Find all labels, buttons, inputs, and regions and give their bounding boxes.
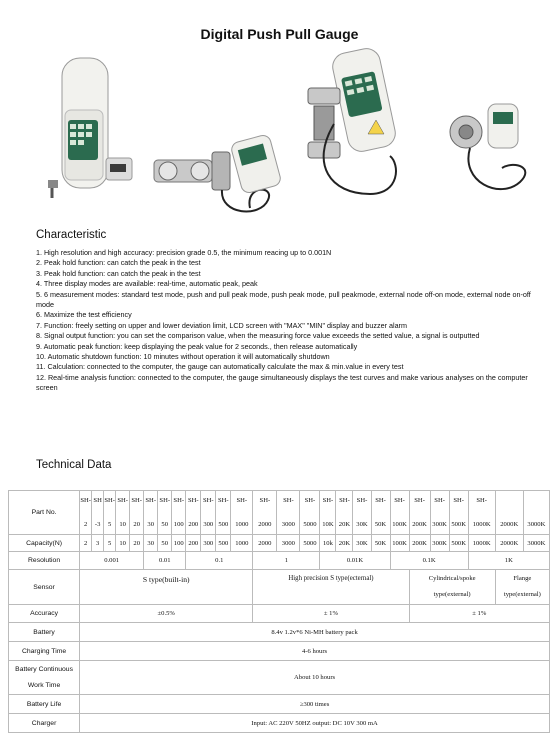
capacity-cell: 2000: [253, 535, 277, 552]
capacity-cell: 200: [186, 535, 201, 552]
part-no-cell: SH- 3000: [277, 491, 300, 535]
list-item: 5. 6 measurement modes: standard test mode, push and pull peak mode, push peak mode, pull peakmode, external node off-on mode, external node on-off mode: [36, 289, 531, 310]
charging-time-label: Charging Time: [9, 642, 80, 661]
list-item: 3. Peak hold function: can catch the peak in the test: [36, 268, 201, 278]
accuracy-cell: ±0.5%: [80, 605, 253, 623]
list-item: 6. Maximize the test efficiency: [36, 310, 132, 320]
capacity-cell: 1000K: [468, 535, 495, 552]
resolution-cell: 0.01K: [320, 552, 390, 570]
list-item: 4. Three display modes are available: real-time, automatic peak, peak: [36, 279, 258, 289]
list-item: 2. Peak hold function: can catch the peak in the test: [36, 258, 201, 268]
list-item: 7. Function: freely setting on upper and lower deviation limit, LCD screen with "MAX" "MIN" display and buzzer alarm: [36, 320, 407, 330]
capacity-label: Capacity(N): [9, 535, 80, 552]
part-no-cell: SH- 50: [158, 491, 172, 535]
list-item: 10. Automatic shutdown function: 10 minutes without operation it will automatically shutdown: [36, 352, 330, 362]
capacity-cell: 5000: [300, 535, 320, 552]
charger-value: Input: AC 220V 50HZ output: DC 10V 300 mA: [80, 714, 550, 733]
table-row: [9, 552, 550, 570]
capacity-cell: 300K: [430, 535, 449, 552]
part-no-cell: 2000K: [495, 491, 523, 535]
sensor-label: Sensor: [9, 570, 80, 605]
part-no-cell: SH- 20: [130, 491, 144, 535]
part-no-cell: SH- 200K: [409, 491, 430, 535]
part-no-cell: SH- 2: [80, 491, 92, 535]
battery-life-label: Battery Life: [9, 695, 80, 714]
part-no-cell: SH- 10K: [320, 491, 336, 535]
part-no-cell: SH- 500K: [449, 491, 468, 535]
part-no-cell: SH- 2000: [253, 491, 277, 535]
accuracy-cell: ± 1%: [409, 605, 549, 623]
table-row: [9, 605, 550, 623]
gauge-photo-flange: [440, 102, 530, 202]
list-item: 9. Automatic peak function: keep displaying the peak value for 2 seconds., then release automatically: [36, 341, 358, 351]
capacity-cell: 200K: [409, 535, 430, 552]
capacity-cell: 3000: [277, 535, 300, 552]
capacity-cell: 5: [104, 535, 116, 552]
table-row: [9, 535, 550, 552]
capacity-cell: 500K: [449, 535, 468, 552]
list-item: 8. Signal output function: you can set the comparison value, when the measuring force value exceeds the setted value, a signal is outputted: [36, 331, 480, 341]
capacity-cell: 500: [216, 535, 231, 552]
table-row: [9, 491, 550, 535]
capacity-cell: 1000: [231, 535, 253, 552]
charging-time-value: 4-6 hours: [80, 642, 550, 661]
capacity-cell: 3: [92, 535, 104, 552]
capacity-cell: 20K: [336, 535, 353, 552]
table-row: [9, 642, 550, 661]
table-row: [9, 661, 550, 695]
table-row: [9, 714, 550, 733]
part-no-cell: SH- 1000K: [468, 491, 495, 535]
accuracy-label: Accuracy: [9, 605, 80, 623]
part-no-cell: SH- 300: [201, 491, 216, 535]
list-item: 1. High resolution and high accuracy: precision grade 0.5, the minimum reacing up to 0.001N: [36, 248, 332, 257]
part-no-cell: SH- 30: [144, 491, 158, 535]
part-no-cell: SH -3: [92, 491, 104, 535]
characteristic-list: [36, 248, 536, 394]
capacity-cell: 20: [130, 535, 144, 552]
capacity-cell: 100: [172, 535, 186, 552]
battery-life-value: ≥300 times: [80, 695, 550, 714]
charger-label: Charger: [9, 714, 80, 733]
capacity-cell: 30K: [353, 535, 371, 552]
gauge-photo-handheld: [40, 50, 140, 200]
capacity-cell: 2: [80, 535, 92, 552]
table-row: [9, 570, 550, 605]
capacity-cell: 30: [144, 535, 158, 552]
capacity-cell: 10: [116, 535, 130, 552]
part-no-cell: SH- 20K: [336, 491, 353, 535]
accuracy-cell: ± 1%: [253, 605, 409, 623]
sensor-cell: Flange type(external): [495, 570, 549, 605]
part-no-cell: 3000K: [523, 491, 549, 535]
table-row: [9, 695, 550, 714]
part-no-cell: SH- 500: [216, 491, 231, 535]
resolution-cell: 0.01: [144, 552, 186, 570]
gauge-photo-cylindrical: [150, 130, 290, 220]
page-title: Digital Push Pull Gauge: [200, 26, 359, 42]
battery-continuous-value: About 10 hours: [80, 661, 550, 695]
capacity-cell: 50K: [371, 535, 390, 552]
part-no-label: Part No.: [9, 491, 80, 535]
capacity-cell: 50: [158, 535, 172, 552]
gauge-photo-s-type: [300, 44, 410, 204]
part-no-cell: SH- 1000: [231, 491, 253, 535]
part-no-cell: SH- 5: [104, 491, 116, 535]
capacity-cell: 100K: [390, 535, 409, 552]
capacity-cell: 3000K: [523, 535, 549, 552]
capacity-cell: 300: [201, 535, 216, 552]
battery-continuous-label: Battery Continuous Work Time: [9, 661, 80, 695]
sensor-cell: High precision S type(ecternal): [253, 570, 409, 605]
characteristic-heading: Characteristic: [36, 229, 107, 241]
sensor-cell: S type(built-in): [80, 570, 253, 605]
part-no-cell: SH- 30K: [353, 491, 371, 535]
resolution-cell: 0.001: [80, 552, 144, 570]
resolution-cell: 1K: [468, 552, 549, 570]
resolution-cell: 1: [253, 552, 320, 570]
list-item: 11. Calculation: connected to the computer, the gauge can automatically calculate the max & min.value in every test: [36, 362, 404, 372]
capacity-cell: 2000K: [495, 535, 523, 552]
technical-data-table: [8, 490, 550, 733]
battery-label: Battery: [9, 623, 80, 642]
part-no-cell: SH- 200: [186, 491, 201, 535]
part-no-cell: SH- 5000: [300, 491, 320, 535]
table-row: [9, 623, 550, 642]
sensor-cell: Cylindrical/spoke type(external): [409, 570, 495, 605]
battery-value: 8.4v 1.2v*6 Ni-MH battery pack: [80, 623, 550, 642]
part-no-cell: SH- 50K: [371, 491, 390, 535]
product-photos: [0, 44, 559, 204]
resolution-cell: 0.1: [186, 552, 253, 570]
capacity-cell: 10k: [320, 535, 336, 552]
part-no-cell: SH- 100K: [390, 491, 409, 535]
part-no-cell: SH- 100: [172, 491, 186, 535]
technical-heading: Technical Data: [36, 459, 112, 471]
resolution-label: Resolution: [9, 552, 80, 570]
resolution-cell: 0.1K: [390, 552, 468, 570]
part-no-cell: SH- 10: [116, 491, 130, 535]
list-item: 12. Real-time analysis function: connected to the computer, the gauge simultaneously displays the test curves and make various analyses on the computer screen: [36, 372, 528, 393]
part-no-cell: SH- 300K: [430, 491, 449, 535]
